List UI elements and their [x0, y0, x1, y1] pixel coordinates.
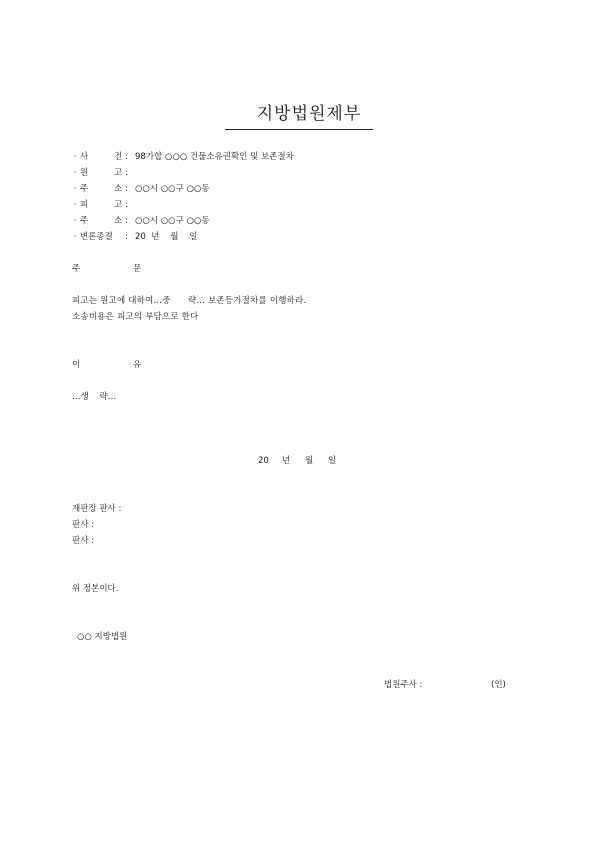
field-bullet: · [73, 200, 77, 210]
judge-line: 판사 : [72, 520, 94, 530]
section-heading-char: 이 [72, 360, 81, 370]
label-char: 소 [114, 216, 123, 226]
label-char: 사 [80, 152, 89, 162]
date-day-unit: 일 [328, 456, 337, 466]
document-title: 지방법원제부 [256, 104, 362, 124]
court-name: ○○ 지방법원 [77, 632, 128, 642]
field-separator: : [125, 184, 128, 194]
field-value: 98가합 ○○○ 건물소유권확인 및 보존절차 [135, 152, 294, 162]
clerk-label: 법원주사 : [384, 680, 423, 690]
seal-mark: (인) [491, 680, 506, 690]
label-char: 주 [80, 216, 89, 226]
field-bullet: · [73, 216, 77, 226]
date-month-unit: 월 [305, 456, 314, 466]
judge-line: 판사 : [72, 536, 94, 546]
field-separator: : [125, 152, 128, 162]
label-text: 변론종결 [80, 232, 113, 242]
label-char: 피 [80, 200, 89, 210]
label-char: 건 [114, 152, 123, 162]
section-heading-char: 유 [133, 360, 142, 370]
field-value: 20 년 월 일 [135, 232, 198, 242]
date-year-unit: 년 [282, 456, 291, 466]
field-separator: : [125, 168, 128, 178]
order-line: 소송비용은 피고의 부담으로 한다 [72, 312, 199, 322]
label-char: 고 [114, 168, 123, 178]
title-underline [225, 129, 373, 130]
presiding-judge-line: 재판장 판사 : [72, 504, 122, 514]
field-bullet: · [73, 184, 77, 194]
label-char: 원 [80, 168, 89, 178]
section-heading-char: 문 [133, 264, 142, 274]
field-separator: : [125, 216, 128, 226]
field-bullet: · [73, 232, 77, 242]
section-heading-char: 주 [72, 264, 81, 274]
label-char: 고 [114, 200, 123, 210]
reason-body: …생 략… [72, 392, 117, 402]
field-bullet: · [73, 168, 77, 178]
date-year: 20 [258, 456, 269, 466]
field-separator: : [125, 232, 128, 242]
field-separator: : [125, 200, 128, 210]
label-char: 주 [80, 184, 89, 194]
order-line: 피고는 원고에 대하여…중 략… 보존등기절차를 이행하라. [72, 296, 307, 306]
label-char: 소 [114, 184, 123, 194]
field-value: ○○시 ○○구 ○○동 [135, 184, 210, 194]
field-value: ○○시 ○○구 ○○동 [135, 216, 210, 226]
certification-text: 위 정본이다. [72, 584, 119, 594]
field-bullet: · [73, 152, 77, 162]
